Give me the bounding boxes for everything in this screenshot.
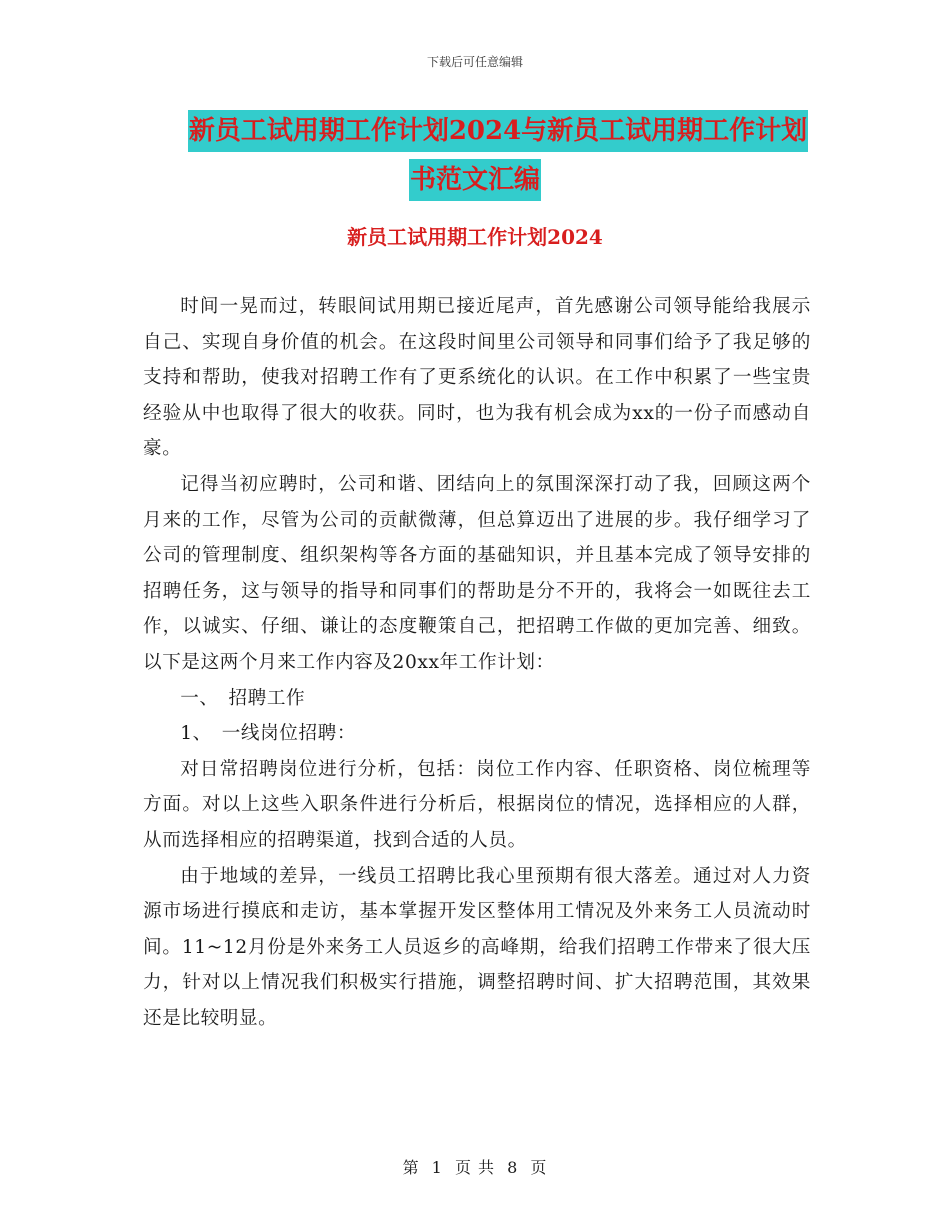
paragraph-3: 对日常招聘岗位进行分析，包括：岗位工作内容、任职资格、岗位梳理等方面。对以上这些入职条件进行分析后，根据岗位的情况，选择相应的人群，从而选择相应的招聘渠道，找到合适的人员。 <box>143 758 811 851</box>
subheading-frontline-recruitment: 1、 一线岗位招聘： <box>180 723 357 745</box>
header-note: 下载后可任意编辑 <box>426 55 523 69</box>
page-footer <box>0 1155 950 1178</box>
footer-middle: 页 共 <box>454 1158 496 1177</box>
paragraph-2: 记得当初应聘时，公司和谐、团结向上的氛围深深打动了我，回顾这两个月来的工作，尽管为公司的贡献微薄，但总算迈出了进展的步。我仔细学习了公司的管理制度、组织架构等各方面的基础知识，并且基本完成了领导安排的招聘任务，这与领导的指导和同事们的帮助是分不开的，我将会一如既往去工作，以诚实、仔细、谦让的态度鞭策自己，把招聘工作做的更加完善、细致。以下是这两个月来工作内容及20xx年工作计划： <box>143 473 811 673</box>
section-title: 新员工试用期工作计划2024 <box>347 225 603 249</box>
document-title <box>0 110 950 201</box>
title-line-2: 书范文汇编 <box>409 159 541 201</box>
footer-suffix: 页 <box>530 1158 548 1177</box>
paragraph-4: 由于地域的差异，一线员工招聘比我心里预期有很大落差。通过对人力资源市场进行摸底和走访，基本掌握开发区整体用工情况及外来务工人员流动时间。11~12月份是外来务工人员返乡的高峰期，给我们招聘工作带来了很大压力，针对以上情况我们积极实行措施，调整招聘时间、扩大招聘范围，其效果还是比较明显。 <box>143 865 811 1029</box>
paragraph-1: 时间一晃而过，转眼间试用期已接近尾声，首先感谢公司领导能给我展示自己、实现自身价值的机会。在这段时间里公司领导和同事们给予了我足够的支持和帮助，使我对招聘工作有了更系统化的认识。在工作中积累了一些宝贵经验从中也取得了很大的收获。同时，也为我有机会成为xx的一份子而感动自豪。 <box>143 296 811 460</box>
title-line-1: 新员工试用期工作计划2024与新员工试用期工作计划 <box>188 110 808 152</box>
footer-page-number: 1 <box>431 1158 443 1177</box>
footer-total-pages: 8 <box>507 1158 519 1177</box>
body-text <box>143 289 811 1036</box>
footer-prefix: 第 <box>402 1158 420 1177</box>
heading-recruitment: 一、 招聘工作 <box>180 687 306 709</box>
